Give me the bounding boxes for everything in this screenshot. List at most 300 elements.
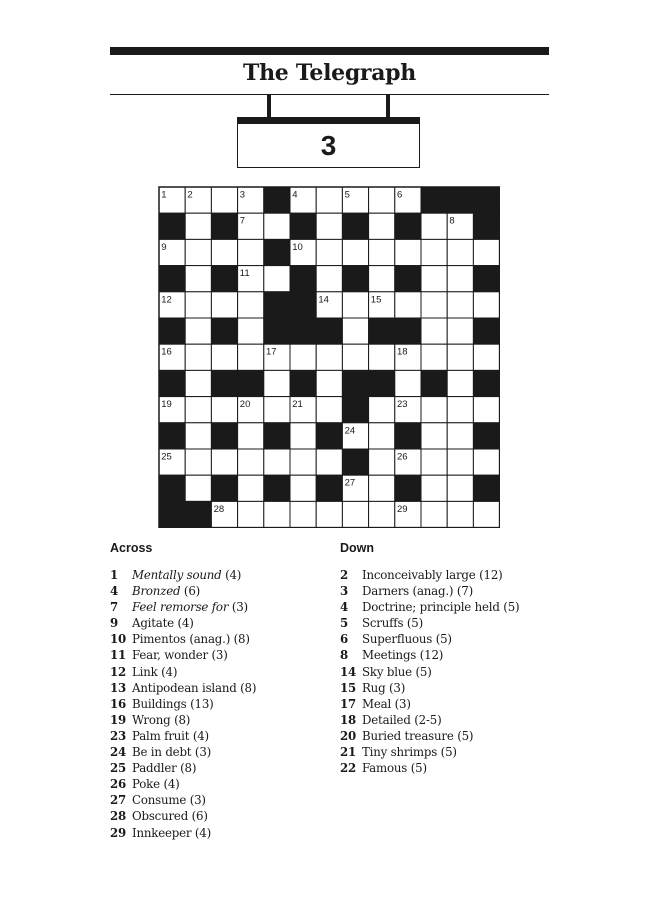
grid-cell[interactable] xyxy=(369,397,395,423)
across-clue-11[interactable] xyxy=(110,647,335,663)
clue-length: (4) xyxy=(161,664,178,679)
grid-block xyxy=(342,370,368,396)
grid-cell[interactable] xyxy=(369,239,395,265)
grid-cell[interactable] xyxy=(369,266,395,292)
clue-number: 12 xyxy=(110,664,127,679)
clue-text: Famous xyxy=(362,761,408,776)
across-clue-28[interactable] xyxy=(110,808,335,824)
grid-cell[interactable] xyxy=(473,449,499,475)
grid-cell[interactable] xyxy=(264,370,290,396)
clue-text: Link xyxy=(132,664,158,679)
clue-number: 5 xyxy=(340,616,349,631)
grid-cell[interactable] xyxy=(316,501,342,527)
clue-length: (3) xyxy=(189,793,206,808)
clue-text: Be in debt xyxy=(132,745,192,760)
grid-block xyxy=(159,501,185,527)
cell-number: 9 xyxy=(161,241,167,253)
grid-cell[interactable] xyxy=(342,318,368,344)
grid-cell[interactable] xyxy=(421,475,447,501)
grid-cell[interactable] xyxy=(316,370,342,396)
clue-text: Innkeeper xyxy=(132,825,192,840)
grid-cell[interactable] xyxy=(185,475,211,501)
clue-length: (4) xyxy=(163,777,180,792)
grid-cell[interactable] xyxy=(421,318,447,344)
brand-logo: The Telegraph xyxy=(243,60,416,86)
clue-length: (8) xyxy=(240,680,257,695)
clue-length: (4) xyxy=(194,825,212,840)
cell-number: 17 xyxy=(266,346,277,358)
across-clue-27[interactable] xyxy=(110,792,335,808)
grid-block xyxy=(264,318,290,344)
grid-cell[interactable] xyxy=(473,239,499,265)
clue-length: (3) xyxy=(231,600,248,615)
cell-number: 14 xyxy=(318,294,329,306)
clue-text: Mentally sound xyxy=(132,568,222,582)
clue-number: 3 xyxy=(340,584,349,599)
grid-cell[interactable] xyxy=(238,449,264,475)
clue-length: (6) xyxy=(191,809,208,824)
grid-block xyxy=(211,318,237,344)
clue-length: (13) xyxy=(190,696,214,711)
grid-cell[interactable] xyxy=(447,423,473,449)
grid-block xyxy=(473,370,499,396)
grid-cell[interactable] xyxy=(421,423,447,449)
grid-cell[interactable] xyxy=(447,397,473,423)
grid-cell[interactable] xyxy=(238,239,264,265)
grid-block xyxy=(316,475,342,501)
cell-number: 11 xyxy=(239,268,250,280)
grid-cell[interactable] xyxy=(185,449,211,475)
grid-cell[interactable] xyxy=(316,187,342,213)
grid-cell[interactable] xyxy=(342,239,368,265)
clue-number: 20 xyxy=(340,728,357,743)
clue-text: Tiny shrimps xyxy=(362,745,438,760)
puzzle-number-bar xyxy=(237,117,420,124)
grid-block xyxy=(395,266,421,292)
clue-text: Wrong xyxy=(132,712,171,727)
clue-number: 28 xyxy=(110,809,127,824)
clue-text: Poke xyxy=(132,777,160,792)
clue-number: 9 xyxy=(110,616,119,631)
cell-number: 21 xyxy=(292,399,303,411)
clue-number: 4 xyxy=(110,584,119,599)
down-clue-5[interactable] xyxy=(340,615,550,631)
cell-number: 1 xyxy=(161,189,167,201)
across-clue-26[interactable] xyxy=(110,776,335,792)
grid-block xyxy=(421,370,447,396)
cell-number: 28 xyxy=(213,503,225,515)
grid-cell[interactable] xyxy=(369,213,395,239)
grid-cell[interactable] xyxy=(473,292,499,318)
clue-number: 27 xyxy=(110,793,127,808)
grid-cell[interactable] xyxy=(447,449,473,475)
grid-cell[interactable] xyxy=(185,213,211,239)
clue-text: Detailed xyxy=(362,712,411,727)
puzzle-number: 3 xyxy=(237,124,420,168)
down-clue-18[interactable] xyxy=(340,712,550,728)
grid-cell[interactable] xyxy=(185,292,211,318)
grid-block xyxy=(473,213,499,239)
grid-cell[interactable] xyxy=(447,239,473,265)
grid-cell[interactable] xyxy=(447,344,473,370)
grid-cell[interactable] xyxy=(211,292,237,318)
clue-number: 7 xyxy=(110,600,119,615)
clue-text: Bronzed xyxy=(132,584,181,599)
clue-text: Superfluous xyxy=(362,632,433,647)
crossword-grid[interactable] xyxy=(158,186,500,528)
grid-block xyxy=(447,187,473,213)
down-clue-list xyxy=(340,567,550,776)
across-clue-10[interactable] xyxy=(110,631,335,647)
grid-cell[interactable] xyxy=(185,266,211,292)
grid-cell[interactable] xyxy=(316,397,342,423)
grid-cell[interactable] xyxy=(421,397,447,423)
clue-length: (3) xyxy=(211,648,228,663)
cell-number: 8 xyxy=(449,215,455,227)
clue-text: Feel remorse for xyxy=(132,600,229,615)
grid-cell[interactable] xyxy=(421,344,447,370)
grid-cell[interactable] xyxy=(395,239,421,265)
clue-text: Rug xyxy=(362,680,386,695)
cell-number: 2 xyxy=(187,189,193,201)
across-clue-13[interactable] xyxy=(110,680,335,696)
grid-cell[interactable] xyxy=(447,318,473,344)
clue-text: Doctrine; principle held xyxy=(362,600,500,615)
clue-text: Obscured xyxy=(132,809,189,824)
grid-cell[interactable] xyxy=(238,501,264,527)
clue-length: (5) xyxy=(457,728,474,743)
clue-text: Buildings xyxy=(132,696,187,711)
grid-block xyxy=(159,475,185,501)
grid-cell[interactable] xyxy=(316,344,342,370)
grid-block xyxy=(290,318,316,344)
grid-block xyxy=(316,318,342,344)
grid-block xyxy=(473,475,499,501)
grid-cell[interactable] xyxy=(395,292,421,318)
across-clue-9[interactable] xyxy=(110,615,335,631)
across-clue-16[interactable] xyxy=(110,696,335,712)
clue-text: Buried treasure xyxy=(362,728,454,743)
cell-number: 24 xyxy=(344,425,356,437)
cell-number: 29 xyxy=(397,503,408,515)
across-clue-list xyxy=(110,567,335,841)
clue-length: (6) xyxy=(183,584,201,599)
grid-block xyxy=(159,266,185,292)
grid-block xyxy=(395,475,421,501)
grid-cell[interactable] xyxy=(290,475,316,501)
grid-cell[interactable] xyxy=(185,344,211,370)
clue-text: Fear, wonder xyxy=(132,648,208,663)
cell-number: 22 xyxy=(344,399,356,411)
grid-block xyxy=(290,266,316,292)
grid-cell[interactable] xyxy=(238,423,264,449)
clue-number: 4 xyxy=(340,600,349,615)
grid-cell[interactable] xyxy=(264,501,290,527)
cell-number: 16 xyxy=(161,346,172,358)
grid-block xyxy=(290,370,316,396)
clue-length: (5) xyxy=(415,664,432,679)
across-heading: Across xyxy=(110,541,153,555)
grid-block xyxy=(264,187,290,213)
clue-text: Agitate xyxy=(132,616,174,631)
grid-cell[interactable] xyxy=(290,449,316,475)
across-clue-7[interactable] xyxy=(110,599,335,615)
grid-cell[interactable] xyxy=(342,292,368,318)
clue-text: Antipodean island xyxy=(132,680,237,695)
clue-number: 22 xyxy=(340,761,357,776)
grid-block xyxy=(185,501,211,527)
grid-block xyxy=(369,370,395,396)
grid-block xyxy=(473,187,499,213)
grid-cell[interactable] xyxy=(264,213,290,239)
clue-text: Palm fruit xyxy=(132,728,190,743)
grid-cell[interactable] xyxy=(316,213,342,239)
grid-cell[interactable] xyxy=(290,501,316,527)
grid-cell[interactable] xyxy=(211,449,237,475)
grid-cell[interactable] xyxy=(211,187,237,213)
grid-cell[interactable] xyxy=(238,292,264,318)
clue-length: (3) xyxy=(394,696,411,711)
sign-post-right xyxy=(386,94,390,118)
grid-block xyxy=(264,475,290,501)
cell-number: 20 xyxy=(239,399,251,411)
clue-number: 26 xyxy=(110,777,127,792)
down-heading: Down xyxy=(340,541,375,555)
clue-length: (8) xyxy=(233,632,250,647)
grid-cell[interactable] xyxy=(238,475,264,501)
clue-length: (8) xyxy=(180,761,197,776)
grid-cell[interactable] xyxy=(290,344,316,370)
grid-block xyxy=(473,423,499,449)
masthead-top-rule xyxy=(110,47,549,55)
grid-cell[interactable] xyxy=(473,501,499,527)
clue-number: 21 xyxy=(340,745,357,760)
cell-number: 3 xyxy=(239,189,246,201)
sign-post-left xyxy=(267,94,271,118)
grid-block xyxy=(290,213,316,239)
clue-number: 6 xyxy=(340,632,349,647)
grid-block xyxy=(342,213,368,239)
across-clue-23[interactable] xyxy=(110,728,335,744)
grid-block xyxy=(421,187,447,213)
clue-text: Darners (anag.) xyxy=(362,584,454,599)
clue-text: Paddler xyxy=(132,761,177,776)
cell-number: 7 xyxy=(239,215,246,227)
grid-block xyxy=(238,370,264,396)
down-clue-22[interactable] xyxy=(340,760,550,776)
grid-cell[interactable] xyxy=(421,501,447,527)
cell-number: 12 xyxy=(161,294,172,306)
clue-length: (5) xyxy=(406,616,423,631)
grid-block xyxy=(211,213,237,239)
cell-number: 19 xyxy=(161,399,172,411)
down-clue-4[interactable] xyxy=(340,599,550,615)
grid-block xyxy=(473,318,499,344)
clue-number: 29 xyxy=(110,825,127,840)
grid-cell[interactable] xyxy=(185,239,211,265)
grid-cell[interactable] xyxy=(211,344,237,370)
grid-cell[interactable] xyxy=(447,370,473,396)
cell-number: 5 xyxy=(344,189,350,201)
cell-number: 23 xyxy=(397,399,408,411)
clue-number: 10 xyxy=(110,632,127,647)
across-clue-19[interactable] xyxy=(110,712,335,728)
clue-length: (4) xyxy=(177,616,194,631)
cell-number: 18 xyxy=(397,346,408,358)
grid-cell[interactable] xyxy=(421,213,447,239)
cell-number: 27 xyxy=(344,477,356,489)
grid-cell[interactable] xyxy=(421,239,447,265)
grid-cell[interactable] xyxy=(421,266,447,292)
grid-block xyxy=(369,318,395,344)
grid-cell[interactable] xyxy=(185,397,211,423)
clue-number: 17 xyxy=(340,696,357,711)
grid-block xyxy=(395,423,421,449)
clue-length: (3) xyxy=(389,680,406,695)
cell-number: 4 xyxy=(292,189,298,201)
grid-cell[interactable] xyxy=(421,449,447,475)
across-clue-4[interactable] xyxy=(110,583,335,599)
clue-length: (4) xyxy=(225,568,242,582)
across-clue-12[interactable] xyxy=(110,664,335,680)
grid-block xyxy=(159,213,185,239)
grid-block xyxy=(211,370,237,396)
across-clue-29[interactable] xyxy=(110,825,335,841)
down-clue-6[interactable] xyxy=(340,631,550,647)
grid-cell[interactable] xyxy=(473,344,499,370)
clue-number: 16 xyxy=(110,696,127,711)
grid-cell[interactable] xyxy=(316,266,342,292)
grid-block xyxy=(211,266,237,292)
clue-text: Meal xyxy=(362,696,392,711)
down-clue-14[interactable] xyxy=(340,664,550,680)
down-clue-8[interactable] xyxy=(340,647,550,663)
clue-number: 24 xyxy=(110,745,127,760)
cell-number: 6 xyxy=(397,189,403,201)
grid-cell[interactable] xyxy=(369,187,395,213)
cell-number: 15 xyxy=(370,294,382,306)
down-clue-3[interactable] xyxy=(340,583,550,599)
grid-cell[interactable] xyxy=(447,501,473,527)
clue-length: (5) xyxy=(440,745,457,760)
grid-cell[interactable] xyxy=(447,292,473,318)
down-clue-20[interactable] xyxy=(340,728,550,744)
grid-block xyxy=(264,239,290,265)
grid-cell[interactable] xyxy=(264,449,290,475)
grid-block xyxy=(211,475,237,501)
clue-number: 8 xyxy=(340,648,349,663)
down-clues xyxy=(340,541,550,776)
clue-length: (3) xyxy=(194,745,212,760)
clue-number: 14 xyxy=(340,664,357,679)
clue-number: 15 xyxy=(340,680,357,695)
grid-cell[interactable] xyxy=(447,266,473,292)
clue-length: (4) xyxy=(192,728,209,743)
grid-block xyxy=(316,423,342,449)
grid-cell[interactable] xyxy=(395,370,421,396)
grid-cell[interactable] xyxy=(369,475,395,501)
clue-number: 2 xyxy=(340,568,349,582)
grid-block xyxy=(159,318,185,344)
clue-length: (5) xyxy=(410,761,427,776)
grid-cell[interactable] xyxy=(211,239,237,265)
clue-number: 19 xyxy=(110,712,127,727)
grid-block xyxy=(342,449,368,475)
across-clues xyxy=(110,541,335,841)
grid-cell[interactable] xyxy=(264,397,290,423)
grid-cell[interactable] xyxy=(473,397,499,423)
grid-block xyxy=(211,423,237,449)
across-clue-24[interactable] xyxy=(110,744,335,760)
clue-text: Consume xyxy=(132,793,187,808)
down-clue-15[interactable] xyxy=(340,680,550,696)
grid-cell[interactable] xyxy=(369,449,395,475)
down-clue-17[interactable] xyxy=(340,696,550,712)
clue-number: 1 xyxy=(110,568,119,582)
clue-length: (7) xyxy=(456,584,474,599)
cell-number: 25 xyxy=(161,451,172,463)
grid-block xyxy=(395,213,421,239)
grid-cell[interactable] xyxy=(316,239,342,265)
across-clue-25[interactable] xyxy=(110,760,335,776)
clue-length: (8) xyxy=(174,712,191,727)
grid-cell[interactable] xyxy=(369,501,395,527)
grid-cell[interactable] xyxy=(185,318,211,344)
clue-number: 25 xyxy=(110,761,127,776)
grid-cell[interactable] xyxy=(369,344,395,370)
clue-length: (12) xyxy=(419,648,444,663)
clue-text: Pimentos (anag.) xyxy=(132,632,231,647)
grid-cell[interactable] xyxy=(421,292,447,318)
grid-cell[interactable] xyxy=(185,370,211,396)
clue-text: Sky blue xyxy=(362,664,412,679)
clue-length: (5) xyxy=(435,632,452,647)
clue-length: (5) xyxy=(503,600,520,615)
grid-cell[interactable] xyxy=(185,423,211,449)
clue-number: 18 xyxy=(340,712,357,727)
grid-cell[interactable] xyxy=(316,449,342,475)
grid-cell[interactable] xyxy=(290,423,316,449)
grid-cell[interactable] xyxy=(264,266,290,292)
clue-number: 13 xyxy=(110,680,127,695)
grid-cell[interactable] xyxy=(238,318,264,344)
cell-number: 26 xyxy=(397,451,408,463)
grid-block xyxy=(395,318,421,344)
grid-cell[interactable] xyxy=(369,423,395,449)
grid-block xyxy=(264,292,290,318)
grid-cell[interactable] xyxy=(342,501,368,527)
grid-cell[interactable] xyxy=(211,397,237,423)
clue-text: Meetings xyxy=(362,648,417,663)
grid-block xyxy=(264,423,290,449)
grid-cell[interactable] xyxy=(342,344,368,370)
across-clue-1[interactable] xyxy=(110,567,335,583)
grid-block xyxy=(473,266,499,292)
down-clue-21[interactable] xyxy=(340,744,550,760)
cell-number: 13 xyxy=(292,294,303,306)
masthead-bottom-rule xyxy=(110,94,549,95)
grid-block xyxy=(159,370,185,396)
clue-number: 23 xyxy=(110,728,127,743)
down-clue-2[interactable] xyxy=(340,567,550,583)
clue-length: (12) xyxy=(479,568,503,582)
clue-length: (2-5) xyxy=(414,712,442,727)
grid-cell[interactable] xyxy=(238,344,264,370)
grid-cell[interactable] xyxy=(447,475,473,501)
cell-number: 10 xyxy=(292,241,303,253)
clue-text: Inconceivably large xyxy=(362,568,476,582)
clue-number: 11 xyxy=(110,648,127,663)
